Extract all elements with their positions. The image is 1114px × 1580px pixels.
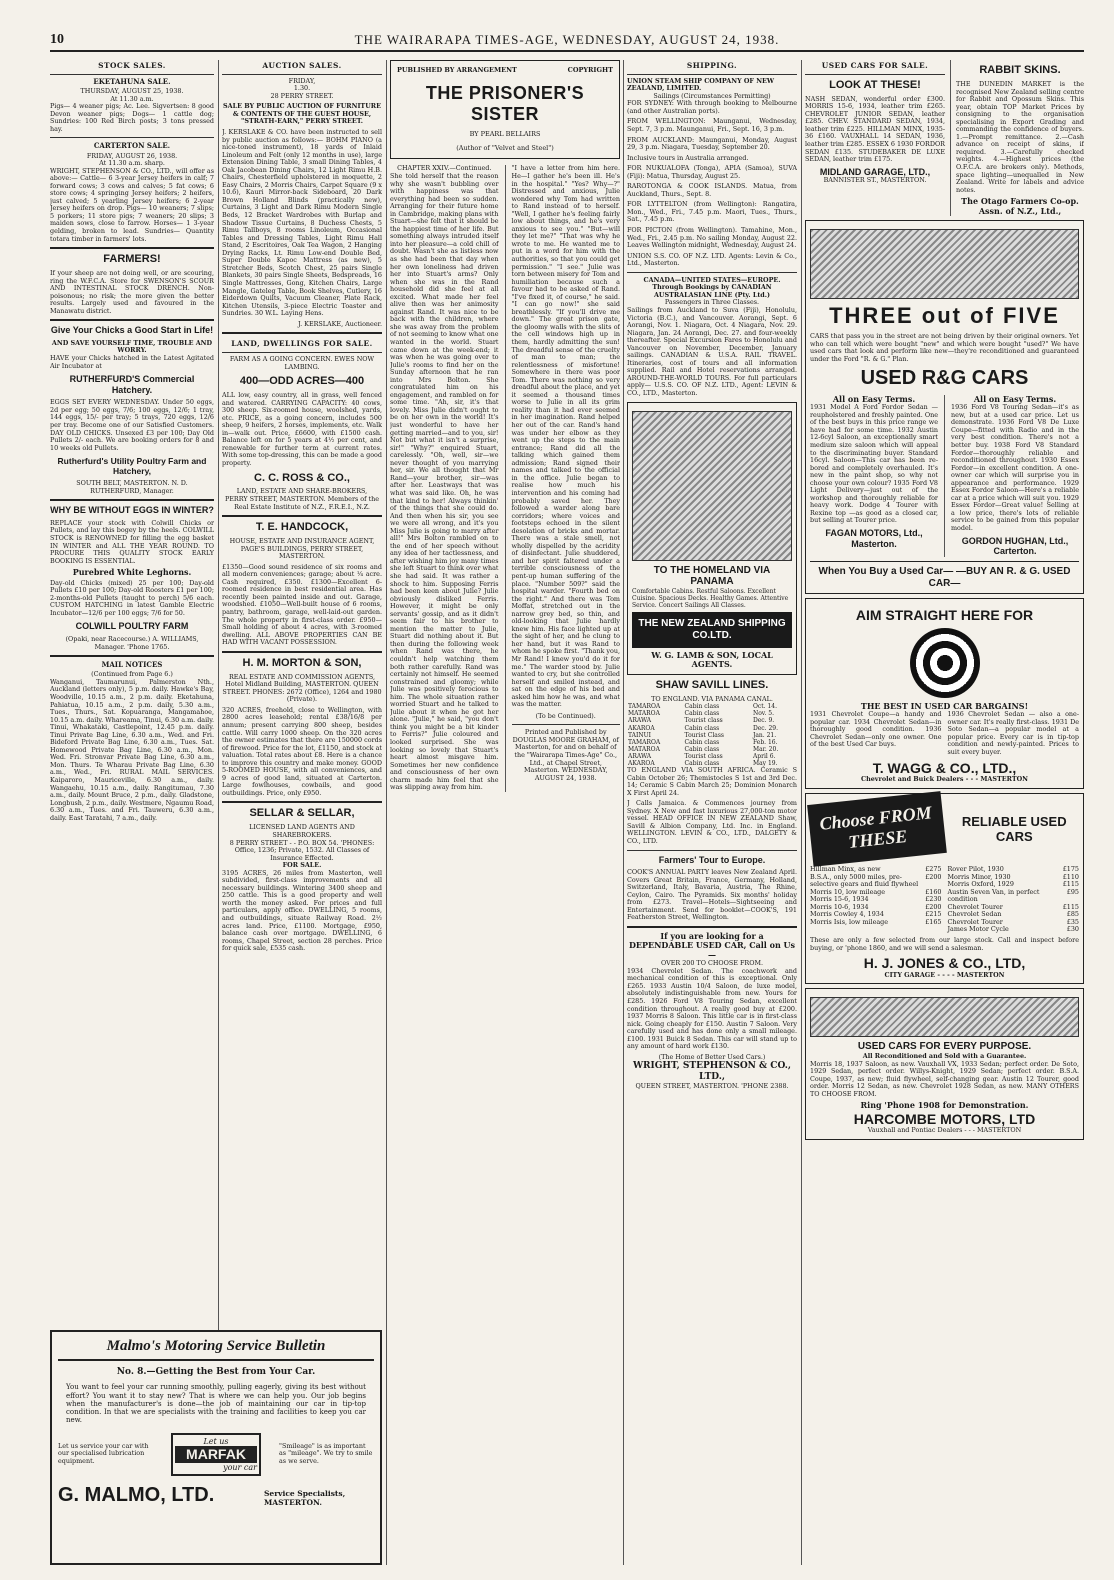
harcombe-ring: Ring 'Phone 1908 for Demonstration. [860,1100,1029,1111]
sale2-time: At 11.30 a.m. sharp. [99,159,165,168]
wright-lead: If you are looking for a DEPENDABLE USED CAR, Call on Us— [628,930,796,960]
list-item-price: £160 [925,887,942,896]
wagg-sub: Chevrolet and Buick Dealers - - - MASTERTON [860,775,1028,784]
hughan-body: 1936 Ford V8 Touring Sedan—it's as new, but at a used car price. Let us demonstrate. 1936 Ford V8 De Luxe Coupe—fitted with Radio and in the very best condition. There's not a better buy. 1938 Ford V8 Standard Fordor—thoroughly reliable and reconditioned throughout. 1930 Essex Fordor—in excellent condition. A one-owner car which will surprise you in appearance and performance. 1929 Essex Fordor Saloon—Here's a reliable car at a price which will suit you. 1929 Essex Fordor—Great value! Selling at a low price, there's lots of reliable service to be gained from this popular model. [951,403,1079,532]
table-row [627,703,797,710]
jones-list-left [810,866,942,934]
rg-ad [805,220,1084,594]
aim-right: 1936 Chevrolet Sedan — also a one-owner car. It's really first-class. 1931 De Soto Sedan—a popular model at a popular price. Every car is in tip-top condition and newly-painted. Prices to suit every buyer. [947,710,1079,757]
sale1-time: At 11.30 a.m. [110,94,154,103]
table-cell: Cabin class [684,759,720,767]
used-heading: USED CARS FOR SALE. [805,60,945,75]
morton-sub: REAL ESTATE AND COMMISSION AGENTS, [228,672,376,681]
colwill-heading: COLWILL POULTRY FARM [75,621,189,632]
eggs-heading: WHY BE WITHOUT EGGS IN WINTER? [50,505,214,516]
auction-heading: AUCTION SALES. [222,60,382,75]
list-item [810,919,942,927]
serial-text-b: "I have a letter from him here. He—I gather he's been ill. He's in the hospital." "Yes? Why—?" Distressed and anxious, Julie wondered why Tom had written to Rand instead of to herself. "Well, I gather he's feeling fairly low about things, and he's very anxious to see you." "But—will they let me?" "That was why he wrote to me. He wanted me to put in a word for him with the authorities, so that you could get permission." "I see." Julie was torn between misery for Tom and humiliation because such a favour had to be asked of Rand. "I've fixed it, of course," he said. "I can go now!" she said breathlessly. "If you'll drive me down." The great prison gate, the gloomy walls with the slits of the cell windows high up in them, hardly admitting the sun! The dreadful sense of the cruelty of man to man; the relentlessness of misfortune! Somewhere in there was poor Tom. There was nothing so very dreadful about the place, and yet it seemed a thousand times worse to Julie in all its grim reality than it had ever seemed in her imagination. Rand helped her out of the car. Rand's hand was under her elbow as they went up the steps to the main entrance; Rand did all the talking which gained them admission; Rand signed their names and talked to the official in the office. Julie began to realise how much his intervention and his coming had probably saved her. They followed a warder along bare corridors; where voices and footsteps echoed in the silent desolation of bricks and mortar. There was a stale smell, not wholly dispelled by the acridity of disinfectant. Julie shuddered, and her spirit faltered under a terrible consciousness of the pent-up human suffering of the place. "Number 509?" said the hospital warder. "Fourth bed on the right." And there was Tom Moffat, stretched out in the narrow grey bed, so thin, and old-looking that Julie hardly knew him. His face lighted up at the sight of her, and he clung to her hand, but it was Rand to whom he spoke first. "Thank you, Mr Rand! I knew you'd do it for me." The warder stood by. Julie wanted to cry, but she controlled herself and smiled instead, and sat on the edge of his bed and asked him how he was, and what was the matter. [511,164,620,709]
inclusive: Inclusive tours in Australia arranged. [627,153,749,162]
table-row [627,725,797,732]
hughan-name: GORDON HUGHAN, Ltd., Carterton. [961,535,1069,557]
malmo-title: Malmo's Motoring Service Bulletin [58,1338,374,1361]
table-cell: Dec. 9. [752,717,775,725]
list-item-label: Hillman Minx, as new [810,865,881,874]
list-item-price: £175 [1062,865,1079,874]
table-cell: TAINUI [628,731,652,739]
sellar-sub: LICENSED LAND AGENTS AND SHAREBROKERS. [249,823,355,839]
nz-shipping-ad [627,402,797,675]
serial-copyright: COPYRIGHT [567,66,613,74]
columns [50,60,1084,1565]
shaw-sub: TO ENGLAND. VIA PANAMA CANAL. [651,694,773,703]
jones-name: H. J. JONES & CO., LTD, [863,955,1026,972]
list-item-price: £30 [1066,925,1079,934]
farmers-heading: FARMERS! [103,253,161,266]
land-heading: LAND, DWELLINGS FOR SALE. [222,338,382,353]
serial-header [390,60,620,159]
sale1-date: THURSDAY, AUGUST 25, 1938. [80,86,184,95]
leghorn-body: Day-old Chicks (mixed) 25 per 100; Day-old Pullets £10 per 100; Day-old Roosters £1 per 100; 2-months-old Pullets (taught to perch) 5/6 each. CUSTOM HATCHING in latest Gamble Electric Incubator—12/6 per 100 eggs; 7/6 for 50. [50,578,214,617]
table-row [627,717,797,724]
table-cell: May 19. [752,759,778,767]
union-agents: UNION S.S. CO. OF N.Z. LTD. Agents: Levin & Co., Ltd., Masterton. [627,251,797,268]
jones-ad [805,793,1084,985]
sellar-forsale: FOR SALE. [282,861,322,870]
tour-body: COOK'S ANNUAL PARTY leaves New Zealand April. Covers Great Britain, France, Germany, Holland, Switzerland, Italy, Bavaria, Austria, The Rhine, Ceylon, Cairo. The Pyramids. Six months' holiday from £273. Travel—Hotels—Sightseeing and Entertainment. Send for booklet—COOK'S, 191 Featherston Street, Wellington. [627,868,797,922]
serial-story [390,60,620,1565]
column-shipping [627,60,797,1565]
marfak-logo [171,1433,261,1476]
malmo-name: G. MALMO, LTD. [58,1483,215,1506]
table-cell: Dec. 29. [752,724,779,732]
list-item-price: £95 [1066,887,1079,896]
table-row [627,710,797,717]
table-cell: ARAWA [628,752,652,760]
serial-chapter: CHAPTER XXIV.—Continued. [397,164,492,173]
chicks-sub: AND SAVE YOURSELF TIME, TROUBLE AND WORRY. [51,338,213,355]
table-cell: Nov. 5. [752,710,775,718]
land-acres: 400—ODD ACRES—400 [239,375,365,388]
usss-heading: UNION STEAM SHIP COMPANY OF NEW ZEALAND, LIMITED. [627,76,775,93]
harcombe-sub: All Reconditioned and Sold with a Guarantee. [862,1051,1027,1060]
table-cell: Mar. 20. [752,745,779,753]
sellar-body: 3195 ACRES, 26 miles from Masterton, well subdivided, first-class improvements and all necessary buildings. Wintering 3400 sheep and 250 cattle. This is a good property and well worth the money asked. For prices and full particulars, apply office. DWELLING, 5 rooms, and outbuildings, situate Railway Road. 2½ acres land. Price, £1100. Mortgage, £950, balance cash over mortgage. DWELLING, 6 rooms, Chapel Street, section 28 perches. Price for quick sale, £535 cash. [222,868,382,953]
column-used-cars [805,60,1084,1565]
list-item-price: £110 [1062,872,1079,881]
list-item [948,889,1080,904]
shipping-heading: SHIPPING. [627,60,797,75]
hancock-sub: HOUSE, ESTATE AND INSURANCE AGENT, [229,537,375,546]
morton-body: 320 ACRES, freehold, close to Wellington, with 2800 acres leasehold; rental £38/16/8 per annum; present carrying 800 sheep, besides cattle. Will carry 1000 sheep. On the 320 acres the owner estimates that there are 150000 cords of firewood. Price for the lot, £1150, and stock at valuation. Total rates about £8. Here is a chance to improve this country and make money. GOOD 5-ROOMED HOUSE, with all conveniences, and 9 acres of good land, situated at Carterton. Large fowlhouses, cowbails, and good outbuildings. Price, only £950. [222,705,382,797]
midland-address: BANNISTER ST., MASTERTON. [823,176,927,185]
list-item-price: £275 [925,865,942,874]
list-item [810,874,942,889]
easy-terms-1: All on Easy Terms. [832,393,916,404]
auction-date: FRIDAY, [288,76,316,85]
wright-tag: (The Home of Better Used Cars.) [658,1052,766,1061]
list-item-label: James Motor Cycle [947,925,1009,934]
shaw-table [627,703,797,767]
ross-sub: LAND, ESTATE AND SHARE-BROKERS, [236,487,368,496]
list-item-price: £230 [925,895,942,904]
masthead [50,30,1084,52]
rutherfurd-body: EGGS SET EVERY WEDNESDAY. Under 50 eggs, 2d per egg; 50 eggs, 7/6; 100 eggs, 12/6; 1 tray, 144 eggs, 15/- per tray; 5 trays, 720 eggs, 12/6 per tray. Become one of our Satisfied Customers. DAY OLD CHICKS. Unsexed £3 per 100; Day Old Pullets 2/- each. We are booking orders for 8 and 10 weeks old Pullets. [50,398,214,452]
from-wellington: FROM WELLINGTON: Maunganui, Wednesday, Sept. 7, 3 p.m. Maunganui, Fri., Sept. 16, 3 p.m. [627,117,797,134]
aim-heading: AIM STRAIGHT HERE FOR [855,607,1034,624]
easy-terms-2: All on Easy Terms. [973,393,1057,404]
table-row [627,746,797,753]
malmo-tag: Service Specialists, MASTERTON. [264,1488,346,1507]
list-item-price: £115 [1062,902,1079,911]
sydney: FOR SYDNEY: With through booking to Melbourne (and other Australian ports). [627,99,797,115]
table-cell: Cabin class [684,703,720,711]
reliable-used: RELIABLE USED CARS [961,813,1067,844]
jones-note: These are only a few selected from our large stock. Call and inspect before buying, or 'phone 1860, and we will send a salesman. [810,936,1079,952]
table-row [627,739,797,746]
list-item [948,926,1080,934]
harcombe-body: Morris 18, 1937 Saloon, as new. Vauxhall VX, 1933 Sedan; perfect order. De Soto, 1929 Sedan, perfect order. Willys-Knight, 1929 Sedan; perfect order. B.S.A. Coupe, 1937, as new; fluid flywheel, self-changing gear. Austin 12 Tourer, good order. Morris 12 Sedan, as new. Chevrolet 1928 Sedan, as new. MANY OTHERS TO CHOOSE FROM. [810,1059,1079,1098]
morton-address: Hotel Midland Building, MASTERTON. QUEEN STREET. PHONES: 2672 (Office), 1264 and 1980 (Private). [222,680,382,704]
list-item-label: Austin Seven Van, in perfect condition [947,887,1040,904]
serial-pub: PUBLISHED BY ARRANGEMENT [397,66,517,74]
table-cell: MATAROA [628,745,660,753]
homeland-heading: TO THE HOMELAND VIA PANAMA [653,564,771,588]
car-illustration [810,229,1079,299]
auction-time: 1.30. [293,84,311,93]
rabbit-body: THE DUNEDIN MARKET is the recognised New Zealand selling centre for Rabbit and Opossum Skins. This year, obtain TOP Market Prices by consigning to the organisation specialising in Export Grading and commanding the confidence of buyers. 1.—Prompt remittance. 2.—Cash advance on receipt of skins, if required. 3.—Carefully checked weights. 4.—Highest prices (the O.F.C.A. are brokers only). Methods, space lighting—unequalled in New Zealand. Write for labels and advice notes. [956,79,1084,194]
table-cell: Cabin class [684,745,720,753]
wagg-ad [805,598,1084,788]
list-item-price: £35 [1066,917,1079,926]
list-item-label: Morris 10, low mileage [810,887,886,896]
shaw-south-africa: TO ENGLAND VIA SOUTH AFRICA. Ceramic S Cabin October 26; Themistocles S 1st and 3rd Dec. 14; Ceramic S Cabin March 25; Dominion Monarch X First April 24. [627,766,797,797]
nukualofa: FOR NUKUALOFA (Tonga), APIA (Samoa), SUVA (Fiji): Matua, Thursday, August 25. [627,164,797,180]
midland-name: MIDLAND GARAGE, LTD., [819,166,931,177]
lyttelton: FOR LYTTELTON (from Wellington): Rangatira, Mon., Wed., Fri., 7.45 p.m. Maori, Tues., Thurs., Sat., 7.45 p.m. [627,200,797,224]
ship-illustration [632,411,792,561]
wagg-name: T. WAGG & CO., LTD., [872,759,1017,776]
malmo-ad [50,1330,382,1565]
table-cell: Feb. 16. [752,738,778,746]
list-item-label: Rover Pilot, 1930 [947,865,1004,874]
wright-address: QUEEN STREET, MASTERTON. 'PHONE 2388. [635,1081,789,1090]
table-cell: Tourist class [684,717,723,725]
harcombe-heading: USED CARS FOR EVERY PURPOSE. [857,1041,1032,1053]
hancock-heading: T. E. HANDCOCK, [255,521,349,534]
table-cell: TAMAROA [628,703,661,711]
fagan-body: 1931 Model A Ford Fordor Sedan —reupholstered and freshly painted. One of the best buys in this price range we have had for some time. 1932 Austin 12-6cyl Saloon, an exceptionally smart medium size saloon which will appeal to the discriminating buyer. Standard 16cyl. Saloon—This car has been re-bored and completely overhauled. It's new in the paint shop, so why not choose your own colour? 1935 Ford V8 Light Delivery—just out of the workshop and thoroughly reliable for heavy work. Dodge 4 Tourer with Rexine top —as good as a closed car, but selling at Tourer price. [810,403,938,525]
rutherfurd-heading: RUTHERFURD'S Commercial Hatchery. [69,374,195,395]
rg-cars: USED R&G CARS [860,367,1029,390]
mail-body: Wanganui, Taumarunui, Palmerston Nth., Auckland (letters only), 5 p.m. daily. Hawke's Bay, Woodville, 10.15 a.m., 2 p.m. daily. Eketahuna, Pahiatua, 10.15 a.m., 2 p.m. daily, 5.30 a.m., Tues., Thurs., Sat. Kopuaranga, Mangamahoe, 10.15 a.m. daily. Whareama, Tinui, 6.30 a.m. daily. Tinui, Whakataki, Castlepoint, 12.45 p.m. daily. Tinui Private Bag Line, 6.30 a.m., Wed. and Fri. Bideford Private Bag Line, 6.30 a.m., Tues. Sat. Homewood Private Bag Line, 6.30 a.m., Mon. Wed. Fri. Stronvar Private Bag Line, 6.30 a.m., Mon. Thurs. Te Wharau Private Bag Line, 6.30 a.m., Wed., Fri. RURAL MAIL SERVICES. Kaiparoro, Mauriceville, 6.30 a.m., daily. Wangaehu, 10.15 a.m., daily. Rangitumau, 7.30 a.m., daily. Mount Bruce, 2 p.m., daily. Gladstone, Longbush, 2 p.m., daily. Westmere, Ngaumu Road, 6.30 a.m., Tues. and Fri. Tauweru, 6.30 a.m., daily. East Taratahi, 7 a.m., daily. [50,677,214,822]
eggs-body: REPLACE your stock with Colwill Chicks or Pullets, and lay this bogey by the heels. COLWILL STOCK is RENOWNED for filling the egg basket IN WINTER and ALL THE YEAR ROUND. TO PROCURE THIS QUALITY STOCK EARLY BOOKING IS ESSENTIAL. [50,518,214,565]
newspaper-title: THE WAIRARAPA TIMES-AGE, WEDNESDAY, AUGUST 24, 1938. [354,32,780,48]
malmo-body: You want to feel your car running smoothly, pulling eagerly, giving its best without effort? You want it to stay new? That is where we can help you. Our job begins when the manufacturer's is done—the job of maintaining our car in tip-top condition. In that we are specialists with the training and facilities to keep you car new. [66,1383,366,1425]
table-cell: Cabin class [684,710,720,718]
ross-address: PERRY STREET, MASTERTON. Members of the Real Estate Institute of N.Z., F.R.E.I., N.Z. [224,495,380,511]
list-item-label: Morris Isis, low mileage [810,917,889,926]
choose-text: Choose FROM THESE [818,801,933,852]
shaw-footer: J Calls Jamaica. & Commences journey from Sydney. X New and fast luxurious 27,000-ton motor vessel. HEAD OFFICE IN NEW ZEALAND Shaw, Savill & Albion Company, Ltd. Inc. in England. WELLINGTON. LEVIN & CO., LTD., DALGETY & CO., LTD. [627,799,797,845]
buy-rg: When You Buy a Used Car— —BUY AN R. & G. USED CAR— [810,561,1079,590]
auction-sale-body: J. KERSLAKE & CO. have been instructed to sell by public auction as follows:— BOHM PIANO (a nice-toned instrument), 18 yards of Inlaid Linoleum and Felt (only 12 months in use), large Extension Dining Table, 3 small Dining Tables, 4 Oak Jacobean Dining Chairs, 12 Light Rimu H.B. Chairs, Chesterfield upholstered in moquette, 2 Easy Chairs, 2 Morris Chairs, Carpet Square (9 x 10.6), Kauri Mirror-back Sideboard, 20 Dark Brown Holland Blinds (practically new), Curtains, 3 Light and Dark Rimu Modern Single Beds, 12 Bracket Wardrobes with Burlap and Shadow Tissue Curtains, 8 Duchess Chests, 5 Rimu Tallboys, 8 rooms Linoleum, Occasional Tables and Dressing Tables, Light Rimu Hall Stand, 2 Escritoires, Oak Tea Wagon, 2 Hanging Drying Racks, Lt. Rimu Low-end Double Bed, Super Double Kapoc Mattress (as new), 5 Stretcher Beds, Scotch Chest, 25 pairs Single Blankets, 30 pairs Single Sheets, Bedspreads, 16 Single Mattresses, Gong, Kitchen Chairs, Large Mangle, Gateleg Table, Book Shelves, Cutlery, 16 Eiderdown Quilts, Vacuum Cleaner, Plate Rack, Kitchen Utensils, 3-piece Electric Toaster and Sundries. 30 W.L. Laying Hens. [222,128,382,318]
canada-body: Sailings from Auckland to Suva (Fiji), Honolulu, Victoria (B.C.), and Vancouver. Aorangi, Sept. 6 Aorangi, Nov. 1. Niagara, Oct. 4 Niagara, Nov. 29. Niagara, Jan. 24 Aorangi, Dec. 27. and four-weekly thereafter. Special Excursion Fares to Honolulu and Vancouver on November, December, January sailings. CANADIAN & U.S.A. RAIL TRAVEL. Itineraries, cost of tours and all information supplied. Rail and Hotel reservations arranged. AROUND-THE-WORLD TOURS. For full particulars apply— U.S.S. CO. OF N.Z. LTD., Agent: LEVIN & CO., LTD., Masterton. [627,305,797,397]
malmo-number: No. 8.—Getting the Best from Your Car. [116,1366,316,1377]
colwill-address: (Opaki, near Racecourse.) A. WILLIAMS, Manager. 'Phone 1765. [65,634,199,651]
sale1-place: EKETAHUNA SALE. [93,76,171,86]
shaw-heading: SHAW SAVILL LINES. [655,678,769,691]
serial-title: THE PRISONER'S SISTER [425,82,585,124]
rarotonga: RAROTONGA & COOK ISLANDS. Matua, from Auckland, Thurs., Sept. 8. [627,182,797,198]
list-item-price: £115 [1062,880,1079,889]
malmo-smileage: "Smileage" is as important as "mileage". We try to smile as we serve. [279,1441,373,1466]
marfak-letus: Let us [203,1436,229,1446]
sale2-place: CARTERTON SALE. [93,141,171,151]
sellar-address: 8 PERRY STREET - - P.O. BOX 54. 'PHONES: Office, 1236; Private, 1532. All Classes of Insurance Effected. [229,838,375,862]
land-body: ALL low, easy country, all in grass, well fenced and watered. CARRYING CAPACITY: 40 cows, 300 sheep. Six-roomed house, woolshed, yards, etc. PRICE, as a going concern, includes 500 sheep, 9 heifers, 2 horses, implements, etc. Walk in—walk out. Price, £6600, with £1500 cash. Balance left on for 5 years at 4½ per cent, and renewable for further term at current rates. With some top-dressing, this can be made a good property. [222,391,382,467]
usss-sub: Sailings (Circumstances Permitting) [653,91,771,100]
wright-name: WRIGHT, STEPHENSON & CO., LTD., [632,1061,792,1082]
table-cell: AKAROA [628,724,655,732]
land-sub: FARM AS A GOING CONCERN. EWES NOW LAMBING. [229,354,375,371]
rutherfurd-farm: Rutherfurd's Utility Poultry Farm and Hatchery, [57,456,207,477]
table-cell: Oct. 14. [752,703,777,711]
otago-name: The Otago Farmers Co-op. Assn. of N.Z., Ltd., [961,196,1079,216]
list-item-label: Morris 15-6, 1934 [810,895,869,904]
hancock-address: PAGE'S BUILDINGS, PERRY STREET, MASTERTON. [240,544,364,561]
chicks-heading: Give Your Chicks a Good Start in Life! [50,325,214,336]
tour-heading: Farmers' Tour to Europe. [658,854,766,865]
nzs-name: THE NEW ZEALAND SHIPPING CO.LTD. [632,612,792,648]
choose-banner [807,791,946,867]
three-of-five: THREE out of FIVE [829,303,1060,329]
chicks-body: HAVE your Chicks hatched in the Latest Agitated Air Incubator at [50,354,214,370]
table-cell: Cabin class [684,738,720,746]
sale1-body: Pigs— 4 weaner pigs; Ac. Lee. Sigvertsen: 8 good Devon weaner pigs; Dogs— 1 cattle dog; Sundries: 100 Red Birch posts; 3 tons pressed hay. [50,102,214,133]
leghorn-heading: Purebred White Leghorns. [72,567,192,578]
page-number: 10 [50,31,64,47]
harcombe-ad [805,988,1084,1140]
wright-body: 1934 Chevrolet Sedan. The coachwork and mechanical condition of this is exceptional. Only £265. 1933 Austin 10/4 Saloon, de luxe model, absolutely indistinguishable from new. Yours for £285. 1926 Ford V8 Touring Sedan, excellent condition throughout. A really good buy at £200. 1937 Morris 8 Saloon. This little car is in first-class nick. Going cheaply for £150. Austin 7 Saloon. Very carefully used and has done only a small mileage. £100. 1931 Buick 8 Sedan. This car will stand up to any amount of hard work £130. [627,966,797,1051]
list-item-price: £85 [1066,910,1079,919]
serial-sub: (Author of "Velvet and Steel") [456,143,554,152]
picton: FOR PICTON (from Wellington). Tamahine, Mon., Wed., Fri., 2.45 p.m. No sailing Monday, August 22. Leaves Wellington midnight, Wednesday, August 24. [627,226,797,250]
rabbit-heading: RABBIT SKINS. [979,64,1061,76]
farmers-body: If your sheep are not doing well, or are scouring, ring the W.F.C.A. Store for SWENSON'S SCOUR AND INTESTINAL STOCK DRENCH. Non-poisonous; no risk; the more given the better results. Largely used and favoured in the Manawatu district. [50,269,214,315]
from-auckland: FROM AUCKLAND: Maunganui, Monday, August 29, 3 p.m. Niagara, Tuesday, September 20. [627,135,797,152]
jones-sub: CITY GARAGE - - - - MASTERTON [884,970,1005,979]
auction-sale-heading: SALE BY PUBLIC AUCTION OF FURNITURE & CONTENTS OF THE GUEST HOUSE, "STRATH-EARN," PERRY STREET. [223,102,381,126]
sellar-heading: SELLAR & SELLAR, [249,807,355,820]
list-item-price: £215 [925,910,942,919]
marfak-word: MARFAK [175,1446,257,1463]
table-cell: TAMAROA [628,738,661,746]
mail-sub: (Continued from Page 6.) [91,670,173,679]
jones-list-right [948,866,1080,934]
list-item-price: £165 [925,917,942,926]
list-item-price: £200 [925,872,942,881]
table-cell: AKAROA [628,759,655,767]
sale2-body: WRIGHT, STEPHENSON & CO., LTD., will offer as above:— Cattle— 6 3-year Jersey heifers in calf; 7 forward cows; 3 cows and calves; 5 fat cows; 6 store cows; 4 springing Jersey heifers; 2 heifers, just calved; 5 yearling Jersey heifers; 6 2-year Jersey heifers on drop. Pigs— 10 weaners; 7 slips; 5 porkers; 11 store pigs; 7 weaners; 20 slips; 3 maiden sows, close to farrow. Horses— 1 3-year gelding, broken to lead. Sundries— Quantity totara timber in farmers' lots. [50,166,214,243]
rutherfurd-address: SOUTH BELT, MASTERTON. N. D. RUTHERFURD, Manager. [76,479,188,495]
harcombe-name: HARCOMBE MOTORS, LTD [853,1110,1036,1127]
auctioneer: J. KERSLAKE, Auctioneer. [298,319,382,328]
three-body: CARS that pass you in the street are not being driven by their original owners. Yet who can tell which were bought "new" and which were bought "used?" We have used cars that look and perform like new—they're reconditioned and guaranteed under the Ford "R. & G." Plan. [810,332,1079,363]
look-heading: LOOK AT THESE! [829,78,921,91]
fagan-name: FAGAN MOTORS, Ltd., Masterton. [825,527,923,549]
table-cell: Tourist class [684,752,723,760]
hancock-body: £1350—Good sound residence of six rooms and all modern conveniences; garage; about ¼ acre. Cash required, £350. £1300—Excellent 6-roomed residence in best residential area. Has recently been painted inside and out. Garage, woodshed. £1050—Well-built house of 6 rooms, pantry, bathroom, garage, well-laid-out garden. The whole property in first-class order. £950—Small holding of about 4 acres, with 3-roomed dwelling. ALL ABOVE PROPERTIES CAN BE HAD WITH VACANT POSSESSION. [222,562,382,647]
table-row [627,753,797,760]
auction-place: 28 PERRY STREET. [270,91,334,100]
look-body: NASH SEDAN, wonderful order £300. MORRIS 15-6, 1934, leather trim £265. CHEVROLET JUNIOR SEDAN, leather £285. CHEV. STANDARD SEDAN, 1934, leather trim £225. HILLMAN MINX, 1935-36 £160. VAUXHALL 14 SEDAN, 1936, leather trim £285. ESSEX 6 1930 FORDOR SEDAN £135. STUDEBAKER DE LUXE SEDAN, leather trim £175. [805,94,945,164]
table-cell: April 6. [752,752,776,760]
lamb-agents: W. G. LAMB & SON, LOCAL AGENTS. [651,649,773,670]
list-item-label: Morris Minor, 1930 [947,872,1011,881]
harcombe-cars-illustration [810,997,1079,1037]
list-item-label: Chevrolet Sedan [947,910,1002,919]
list-item-label: B.S.A., only 5000 miles, pre-selective gears and fluid flywheel [810,872,919,889]
aim-left: 1931 Chevrolet Coupe—a handy and popular car. 1934 Chevrolet Sedan—in thoroughly good condition. 1936 Chevrolet Sedan—only one owner. One of the best Used Car buys. [810,710,942,749]
canada-heading: CANADA—UNITED STATES—EUROPE. Through Bookings by CANADIAN AUSTRALASIAN LINE (Pty. Ltd.) [643,275,781,299]
malmo-left: Let us service your car with our specialised lubrication equipment. [58,1441,149,1466]
list-item-label: Morris 10-6, 1934 [810,902,869,911]
homeland-list: Comfortable Cabins. Restful Saloons. Excellent Cuisine. Spacious Decks. Healthy Games. Attentive Service. Concert Sailings All Classes. [632,588,789,610]
table-cell: ARAWA [628,717,652,725]
serial-continued: (To be Continued). [535,711,596,720]
serial-author: BY PEARL BELLAIRS [469,130,541,139]
morton-heading: H. M. MORTON & SON, [242,656,362,669]
list-item-label: Chevrolet Tourer [947,902,1003,911]
table-cell: Cabin class [684,724,720,732]
table-row [627,732,797,739]
canada-sub: Passengers in Three Classes. [664,298,760,307]
stock-sales-heading: STOCK SALES. [50,60,214,75]
list-item-label: Chevrolet Tourer [947,917,1003,926]
mail-heading: MAIL NOTICES [101,660,163,670]
wright-sub: OVER 200 TO CHOOSE FROM. [660,959,764,968]
serial-printed: Printed and Published by DOUGLAS MOORE GRAHAM, of Masterton, for and on behalf of the "Wairarapa Times-Age" Co., Ltd., at Chapel Street, Masterton. WEDNESDAY, AUGUST 24, 1938. [512,728,619,782]
marfak-yourcar: your car [223,1462,257,1472]
list-item-price: £200 [925,902,942,911]
sale2-date: FRIDAY, AUGUST 26, 1938. [86,151,178,160]
table-cell: Tourist Class [684,731,724,739]
aim-sub: THE BEST IN USED CAR BARGAINS! [860,700,1029,711]
harcombe-foot: Vauxhall and Pontiac Dealers - - - MASTERTON [867,1126,1022,1135]
table-cell: Jan. 21. [752,731,777,739]
table-cell: MATAROA [628,710,660,718]
list-item-label: Morris Cowley 4, 1934 [810,910,884,919]
ross-heading: C. C. ROSS & CO., [254,471,350,484]
target-icon [910,628,980,698]
serial-text-a: She told herself that the reason why she wasn't bubbling over with happiness was that everything had been so sudden. Arranging for their future home in Cambridge, making plans with Stuart—she felt that it should be the happiest time of her life. But something always intruded itself into her pleasure—a cold chill of doubt. Wasn't she as listless now as she had been that day when her own loneliness had driven her into Stuart's arms? Only when she was in the Rand household did she feel at all excited. What made her feel alive then was her animosity against Rand. It was nice to be back with the children, where she was away from the problem of not seeming to know what one wanted in the world. Stuart came down at the week-end; it was when he was going over to Julie's rooms to find her on the Sunday afternoon that he ran into Mrs Bolton. She congratulated him on his engagement, and rambled on for some time. "Ah, sir, it's that lovely. Miss Julie didn't ought to be on her own in the world! It's just wonderful to have her getting married—and to you, sir! Not but what it isn't a surprise, sir!" "Why?" enquired Stuart, carelessly. "Oh, well, sir—we never thought of you marrying her, sir. We all thought that Mr Rand—your brother, sir—was after her. Leastways that was what was said like. Oh, he was that kind to her! Always thinkin' of the things that she could do. And then when his sir, you see we were all wrong, and it's you Miss Julie is going to marry after all!" Mrs Bolton rambled on to the end of her speech without any idea of her tactlessness, and after wishing him joy many times she left Stuart to think over what she had said. It was rather a shock to him. Supposing Ferris had been keen about Julie? Julie obviously disliked Ferris. However, it might be only servants' gossip, and as it didn't seem fair to his brother to mention the matter to Julie, Stuart did nothing about it. But then during the following week when Rand was there, he couldn't help watching them both rather carefully. Rand was certainly not himself. He seemed constrained and gloomy; while Julie was positively ferocious to him. The whole situation rather worried Stuart and he talked to Julie about it when he got her alone. "Julie," he said, "you don't think you might be a bit kinder to Ferris?" Julie coloured and looked surprised. She was looking so lovely that Stuart's heart almost misgave him. Sometimes her new confidence and consciousness of her own charm made him feel that she was slipping away from him. [390,171,499,792]
list-item-label: Morris Oxford, 1929 [947,880,1014,889]
